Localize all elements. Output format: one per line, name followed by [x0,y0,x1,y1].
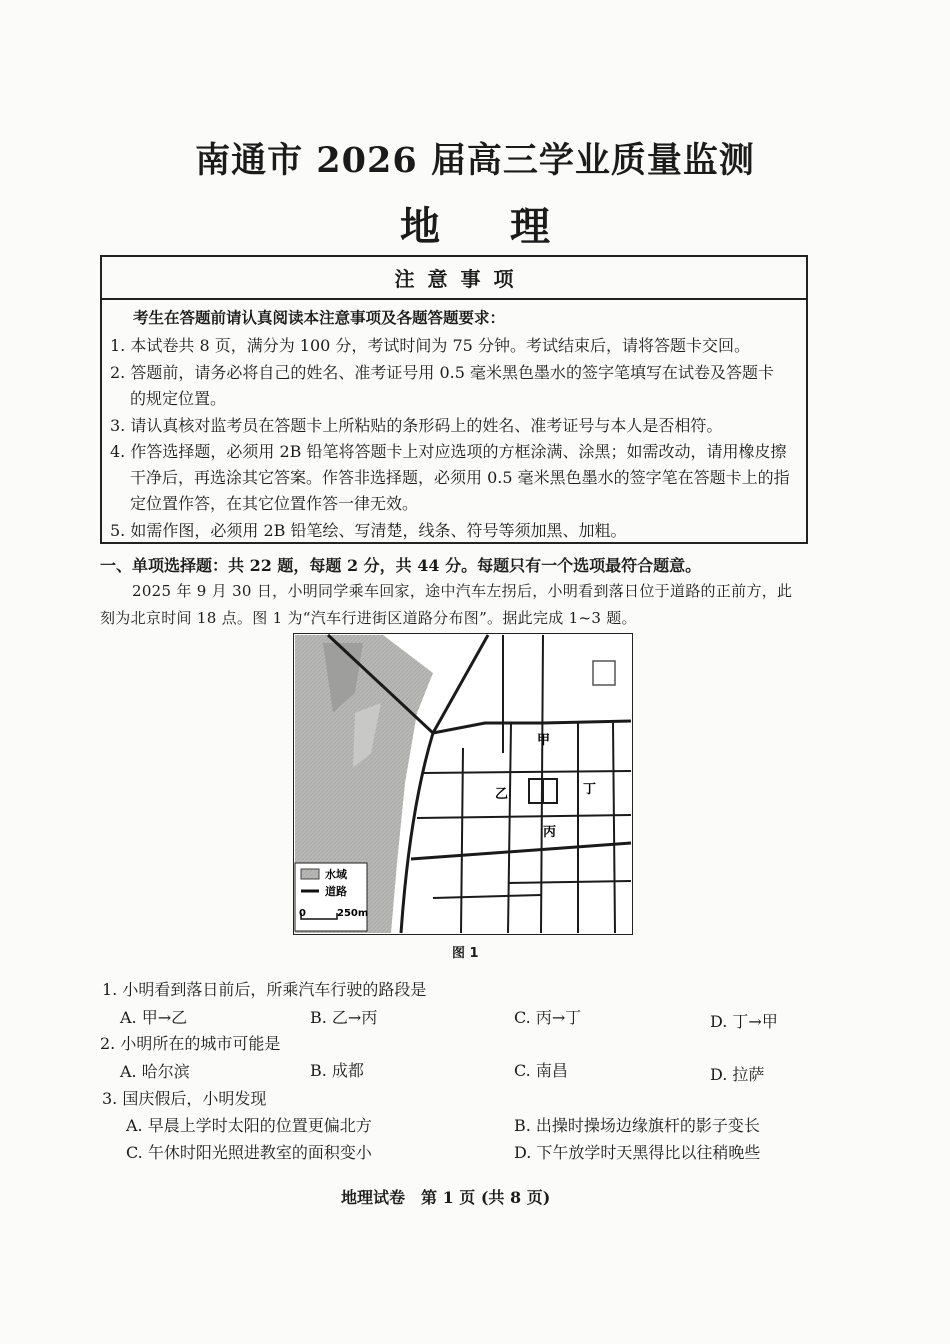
question-1-option-a: A. 甲→乙 [120,1008,188,1027]
scale-end: 250m [337,908,369,919]
figure-caption: 图 1 [452,946,479,961]
question-3-stem: 3. 国庆假后，小明发现 [102,1089,267,1108]
question-3-option-b: B. 出操时操场边缘旗杆的影子变长 [514,1116,760,1135]
question-1-option-c: C. 丙→丁 [514,1008,582,1027]
notice-intro: 考生在答题前请认真阅读本注意事项及各题答题要求： [133,309,506,327]
question-3-option-c: C. 午休时阳光照进教室的面积变小 [126,1143,372,1162]
exam-title: 南通市 2026 届高三学业质量监测 [195,140,755,181]
street-map-figure [293,633,633,935]
question-3-option-a: A. 早晨上学时太阳的位置更偏北方 [126,1116,372,1135]
notice-divider [102,298,806,300]
label-jia: 甲 [537,733,551,748]
legend-water-swatch [301,869,319,879]
legend-water-label: 水域 [325,868,347,881]
street-map [293,633,633,935]
passage-line-2: 刻为北京时间 18 点。图 1 为“汽车行进街区道路分布图”。据此完成 1~3 题。 [100,609,637,627]
label-ding: 丁 [583,782,597,797]
notice-line-2: 2. 答题前，请务必将自己的姓名、准考证号用 0.5 毫米黑色墨水的签字笔填写在试卷及答题卡 [110,363,774,382]
notice-line-5: 5. 如需作图，必须用 2B 铅笔绘、写清楚，线条、符号等须加黑、加粗。 [110,521,627,540]
notice-line-2-cont: 的规定位置。 [130,389,227,408]
notice-line-4: 4. 作答选择题，必须用 2B 铅笔将答题卡上对应选项的方框涂满、涂黑；如需改动，请用橡皮擦 [110,442,787,461]
scale-start: 0 [299,908,306,919]
question-2-option-b: B. 成都 [310,1061,364,1080]
question-1-option-b: B. 乙→丙 [310,1008,378,1027]
legend-road-label: 道路 [325,885,347,898]
label-bing: 丙 [543,825,557,840]
question-2-stem: 2. 小明所在的城市可能是 [100,1034,281,1053]
question-2-option-c: C. 南昌 [514,1061,568,1080]
notice-line-4-cont1: 干净后，再选涂其它答案。作答非选择题，必须用 0.5 毫米黑色墨水的签字笔在答题卡上的指 [130,468,790,487]
notice-title: 注意事项 [394,267,527,291]
question-1-option-d: D. 丁→甲 [710,1012,778,1031]
label-yi: 乙 [495,787,509,802]
page-footer: 地理试卷 第 1 页 (共 8 页) [341,1188,551,1207]
question-3-option-d: D. 下午放学时天黑得比以往稍晚些 [514,1143,761,1162]
notice-line-3: 3. 请认真核对监考员在答题卡上所粘贴的条形码上的姓名、准考证号与本人是否相符。 [110,416,723,435]
passage-line-1: 2025 年 9 月 30 日，小明同学乘车回家，途中汽车左拐后，小明看到落日位于道路的正前方，此 [132,582,793,600]
question-2-option-a: A. 哈尔滨 [120,1062,190,1081]
question-1-stem: 1. 小明看到落日前后，所乘汽车行驶的路段是 [102,980,427,999]
subject-title: 地理 [400,203,620,250]
notice-line-4-cont2: 定位置作答，在其它位置作答一律无效。 [130,494,419,513]
question-2-option-d: D. 拉萨 [710,1065,765,1084]
section-heading: 一、单项选择题：共 22 题，每题 2 分，共 44 分。每题只有一个选项最符合题意。 [100,556,702,575]
notice-line-1: 1. 本试卷共 8 页，满分为 100 分，考试时间为 75 分钟。考试结束后，请将答题卡交回。 [110,336,750,355]
